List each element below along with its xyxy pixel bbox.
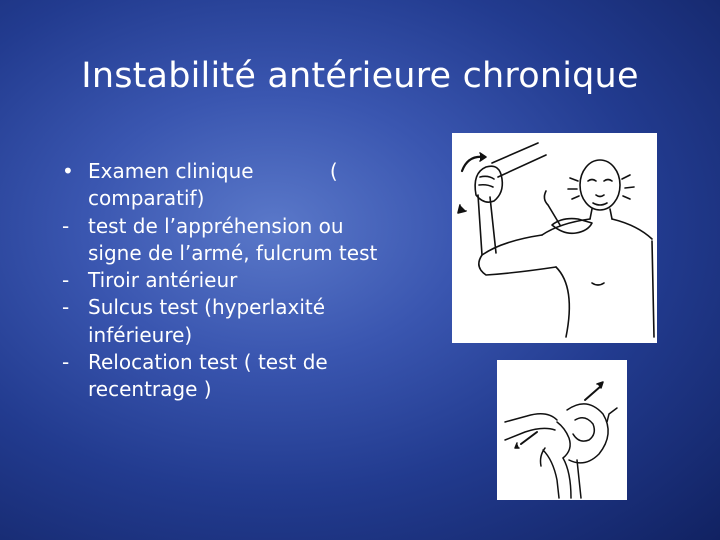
bullet-list bbox=[62, 158, 392, 404]
list-item-text: Relocation test ( test de recentrage ) bbox=[88, 350, 328, 402]
slide-title: Instabilité antérieure chronique bbox=[81, 56, 639, 96]
apprehension-test-illustration bbox=[452, 133, 657, 343]
list-item-text: test de l’appréhension ou signe de l’armé, fulcrum test bbox=[88, 213, 378, 265]
apprehension-test-drawing-icon bbox=[452, 133, 657, 343]
dash-marker: - bbox=[62, 295, 70, 320]
bullet-marker: • bbox=[62, 159, 74, 183]
list-item bbox=[62, 213, 392, 268]
relocation-test-illustration bbox=[497, 360, 627, 500]
list-item bbox=[62, 294, 392, 349]
list-item-text: Sulcus test (hyperlaxité inférieure) bbox=[88, 295, 326, 347]
dash-marker: - bbox=[62, 268, 70, 293]
list-item bbox=[62, 349, 392, 404]
list-item bbox=[62, 158, 392, 213]
dash-marker: - bbox=[62, 350, 70, 375]
list-item-text: Examen clinique ( comparatif) bbox=[88, 159, 345, 211]
relocation-test-drawing-icon bbox=[497, 360, 627, 500]
list-item bbox=[62, 267, 392, 294]
dash-marker: - bbox=[62, 213, 70, 238]
list-item-text: Tiroir antérieur bbox=[88, 268, 238, 293]
